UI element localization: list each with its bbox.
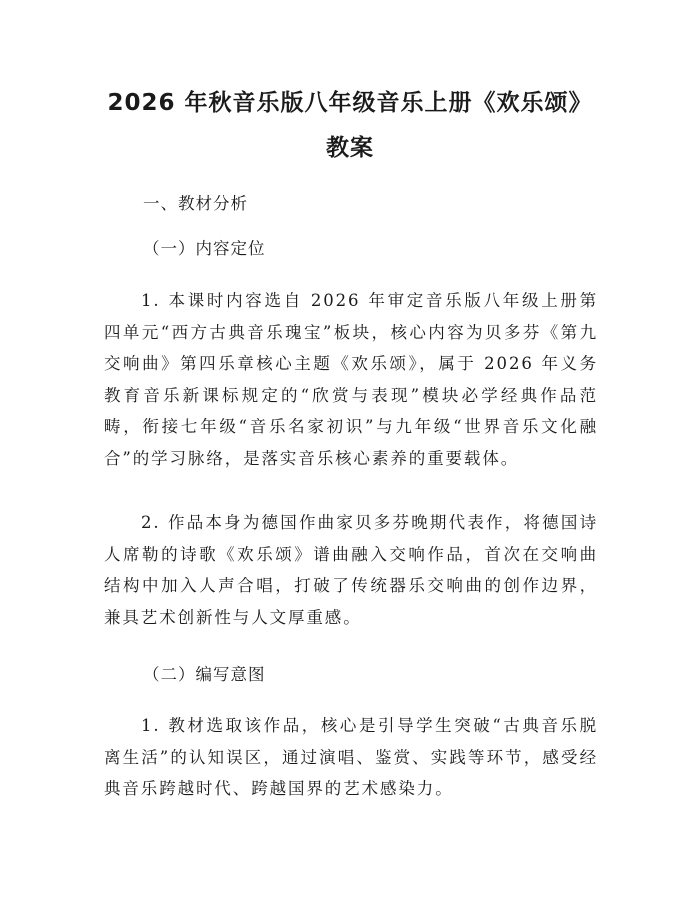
subsection-heading-writing-intent: （二）编写意图 <box>143 665 266 684</box>
subsection-heading-content-positioning: （一）内容定位 <box>143 239 266 258</box>
paragraph-content-positioning-1: 1. 本课时内容选自 2026 年审定音乐版八年级上册第四单元“西方古典音乐瑰宝”板块，核心内容为贝多芬《第九交响曲》第四乐章核心主题《欢乐颂》，属于 2026 年义务教育音乐新课标规定的“欣赏与表现”模块必学经典作品范畴，衔接七年级“音乐名家初识”与九年级“世界音乐文化融合”的学习脉络，是落实音乐核心素养的重要载体。 <box>104 291 598 468</box>
document-title-line-2: 教案 <box>326 135 374 161</box>
paragraph-content-positioning-2: 2. 作品本身为德国作曲家贝多芬晚期代表作，将德国诗人席勒的诗歌《欢乐颂》谱曲融入交响作品，首次在交响曲结构中加入人声合唱，打破了传统器乐交响曲的创作边界，兼具艺术创新性与人文厚重感。 <box>104 513 598 627</box>
section-heading-textbook-analysis: 一、教材分析 <box>143 194 248 213</box>
paragraph-writing-intent-1: 1. 教材选取该作品，核心是引导学生突破“古典音乐脱离生活”的认知误区，通过演唱、鉴赏、实践等环节，感受经典音乐跨越时代、跨越国界的艺术感染力。 <box>104 716 598 798</box>
document-title-line-1: 2026 年秋音乐版八年级音乐上册《欢乐颂》 <box>107 90 593 116</box>
